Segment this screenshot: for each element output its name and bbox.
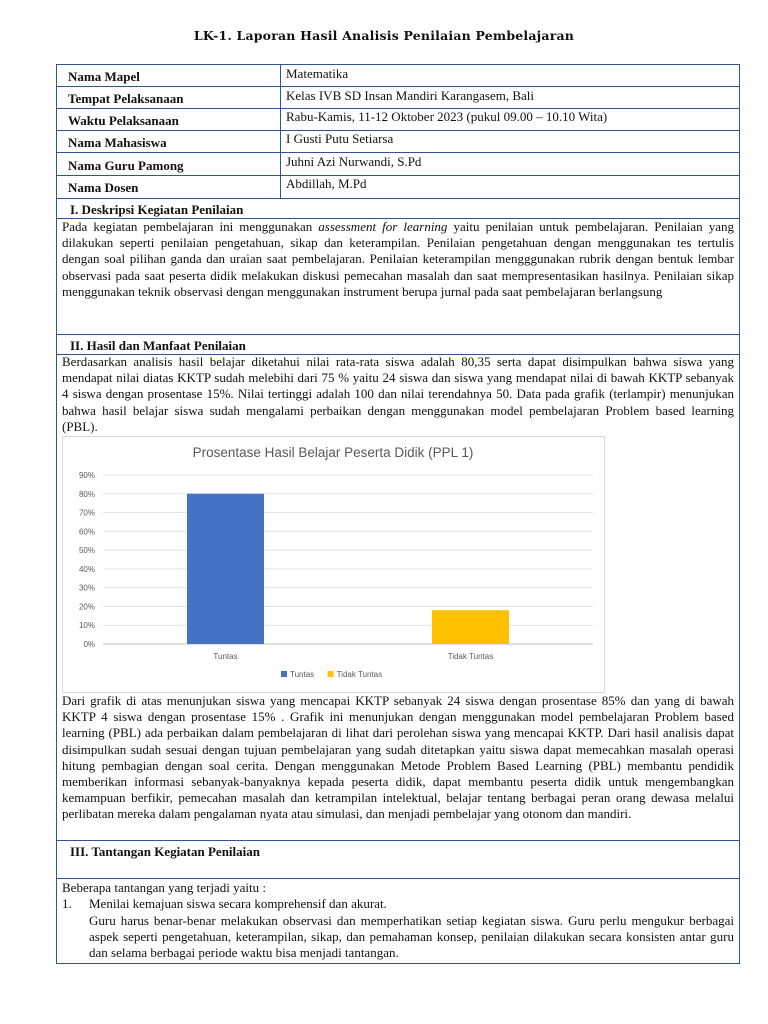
list-item-title: Menilai kemajuan siswa secara komprehensif dan akurat. bbox=[89, 896, 387, 911]
label-nama-mapel: Nama Mapel bbox=[68, 69, 140, 84]
chart-title: Prosentase Hasil Belajar Peserta Didik (PPL 1) bbox=[192, 445, 474, 460]
list-item-number: 1. bbox=[62, 896, 72, 911]
label-nama-mahasiswa: Nama Mahasiswa bbox=[68, 135, 167, 150]
legend-label: Tidak Tuntas bbox=[336, 670, 383, 679]
y-tick-label: 90% bbox=[78, 471, 95, 480]
list-item-body: Guru harus benar-benar melakukan observasi dan memperhatikan setiap kegiatan siswa. Guru perlu mengukur berbagai aspek seperti pengetahuan, keterampilan, sikap, dan pemahaman konsep, penilaian dilakukan secara konsisten antar guru dan selama berbagai periode waktu bisa menjadi tantangan. bbox=[89, 913, 734, 961]
label-tempat-pelaksanaan: Tempat Pelaksanaan bbox=[68, 91, 184, 106]
value-nama-mapel: Matematika bbox=[286, 66, 349, 81]
y-tick-label: 40% bbox=[78, 564, 95, 574]
value-waktu-pelaksanaan: Rabu-Kamis, 11-12 Oktober 2023 (pukul 09.00 – 10.10 Wita) bbox=[286, 109, 608, 124]
section-2-paragraph-2: Dari grafik di atas menunjukan siswa yang mencapai KKTP sebanyak 24 siswa dengan prosentase 85% dan yang di bawah KKTP 4 siswa dengan prosentase 15% . Grafik ini menunjukan dengan menggunakan model pembelajaran Problem based learning (PBL) ada perbaikan dalam pembelajaran di lihat dari perolehan siswa yang mencapai KKTP. Dari hasil analisis dapat disimpulkan sudah sesuai dengan tujuan pembelajaran yang sudah ditetapkan yaitu siswa dapat memecahkan masalah operasi hitung pembagian dengan soal cerita. Dengan menggunakan Metode Problem Based Learning (PBL) membantu pendidik memberikan informasi sebanyak-banyaknya kepada peserta didik, dapat membantu peserta didik untuk mengembangkan kemampuan berfikir, pemecahan masalah dan ketrampilan intelektual, belajar tentang berbagai peran orang dewasa melalui perlibatan mereka dalam pengalaman nyata atau simulasi, dan menjadi pembelajar yang otonom dan mandiri. bbox=[62, 693, 734, 822]
chart-x-axis bbox=[213, 652, 493, 661]
y-tick-label: 70% bbox=[78, 508, 95, 518]
x-tick-label: Tidak Tuntas bbox=[447, 652, 494, 661]
label-nama-dosen: Nama Dosen bbox=[68, 180, 139, 195]
chart-legend bbox=[281, 670, 382, 679]
section-1-heading: I. Deskripsi Kegiatan Penilaian bbox=[70, 202, 244, 217]
chart-gridlines bbox=[103, 475, 593, 644]
results-bar-chart bbox=[62, 436, 605, 693]
chart-y-axis bbox=[79, 471, 95, 649]
legend-swatch bbox=[328, 671, 334, 677]
label-waktu-pelaksanaan: Waktu Pelaksanaan bbox=[68, 113, 179, 128]
y-tick-label: 50% bbox=[78, 546, 95, 556]
y-tick-label: 10% bbox=[78, 621, 95, 631]
document-title: LK-1. Laporan Hasil Analisis Penilaian Pembelajaran bbox=[193, 28, 575, 43]
value-nama-dosen: Abdillah, M.Pd bbox=[286, 176, 367, 191]
y-tick-label: 30% bbox=[78, 583, 95, 593]
section-3-heading: III. Tantangan Kegiatan Penilaian bbox=[70, 844, 260, 859]
report-table bbox=[56, 64, 740, 964]
label-nama-guru-pamong: Nama Guru Pamong bbox=[68, 158, 184, 173]
y-tick-label: 20% bbox=[78, 602, 95, 612]
bar-tidak-tuntas bbox=[432, 610, 509, 644]
y-tick-label: 60% bbox=[78, 527, 95, 537]
x-tick-label: Tuntas bbox=[213, 652, 238, 661]
section-2-paragraph-1: Berdasarkan analisis hasil belajar diketahui nilai rata-rata siswa adalah 80,35 serta dapat disimpulkan bahwa siswa yang mendapat nilai diatas KKTP sudah melebihi dari 75 % yaitu 24 siswa dan siswa yang mendapat nilai di bawah KKTP sebanyak 4 siswa dengan prosentase 15%. Nilai tertinggi adalah 100 dan nilai terendahnya 50. Data pada grafik (terlampir) menunjukan bahwa hasil belajar siswa sudah mengalami perbaikan dengan menggunakan model pembelajaran Problem based learning (PBL). bbox=[62, 354, 734, 434]
y-tick-label: 0% bbox=[83, 640, 95, 649]
section-3-intro: Beberapa tantangan yang terjadi yaitu : bbox=[62, 880, 266, 895]
value-nama-guru-pamong: Juhni Azi Nurwandi, S.Pd bbox=[286, 154, 422, 169]
value-tempat-pelaksanaan: Kelas IVB SD Insan Mandiri Karangasem, Bali bbox=[286, 88, 535, 103]
value-nama-mahasiswa: I Gusti Putu Setiarsa bbox=[286, 131, 394, 146]
section-2-heading: II. Hasil dan Manfaat Penilaian bbox=[70, 338, 246, 353]
y-tick-label: 80% bbox=[78, 489, 95, 499]
legend-swatch bbox=[281, 671, 287, 677]
bar-tuntas bbox=[187, 494, 264, 644]
section-1-paragraph: Pada kegiatan pembelajaran ini menggunakan assessment for learning yaitu penilaian untuk pembelajaran. Penilaian yang dilakukan seperti penilaian pengetahuan, sikap dan keterampilan. Penilaian pengetahuan dengan menggunakan tes tertulis dengan soal pilihan ganda dan uraian saat pembelajaran. Penilaian keterampilan mengggunakan rubrik dengan bentuk lembar observasi pada saat peserta didik melakukan diskusi pemecahan masalah dan saat mempresentasikan hasilnya. Penilaian sikap menggunakan teknik observasi dengan menggunakan instrument berupa jurnal pada saat pembelajaran berlangsung bbox=[62, 219, 734, 299]
legend-label: Tuntas bbox=[290, 670, 315, 679]
